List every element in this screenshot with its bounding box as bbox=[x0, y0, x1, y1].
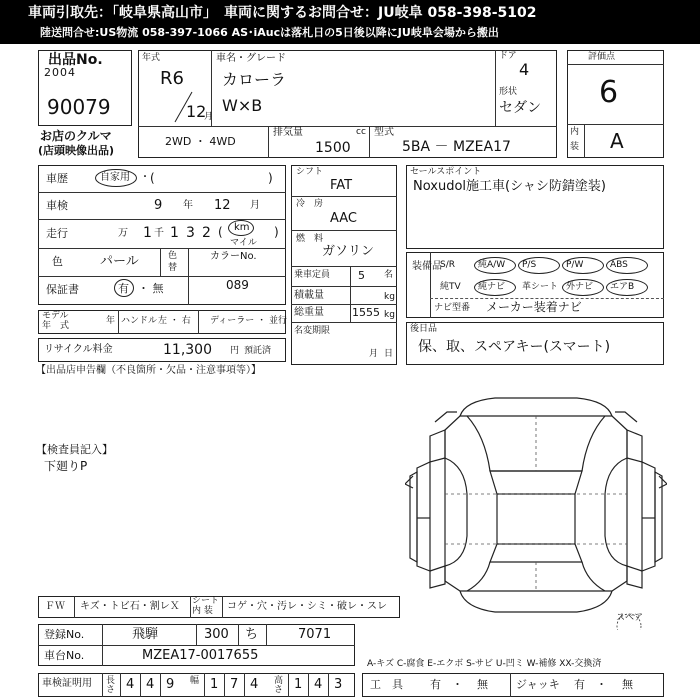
interior-label-1: 内 bbox=[570, 127, 580, 137]
inspection-label: 車検 bbox=[46, 199, 68, 212]
equipment-item: ABS bbox=[610, 260, 628, 270]
lot-number: 90079 bbox=[47, 95, 111, 119]
registration-label: 登録No. bbox=[44, 628, 85, 641]
fw-value: キズ・トビ石・割レＸ bbox=[80, 601, 180, 612]
mileage-d4: 2 bbox=[202, 225, 211, 241]
name-change-label: 名変期限 bbox=[294, 326, 331, 336]
weight-value: 1555 bbox=[352, 306, 380, 319]
score-label: 評価点 bbox=[588, 52, 616, 62]
interior-label-2: 装 bbox=[570, 142, 580, 152]
doors-label: ドア bbox=[499, 51, 517, 61]
tools-yes: 有 bbox=[430, 678, 441, 691]
color-value: パール bbox=[100, 254, 139, 269]
certificate-width-digit: 7 bbox=[230, 677, 239, 692]
damage-legend: A-キズ C-腐食 E-エクボ S-サビ U-凹ミ W-補修 XX-交換済 bbox=[367, 659, 602, 669]
jack-no: 無 bbox=[622, 678, 633, 691]
seller-notes-label: 【出品店申告欄（不良箇所・欠品・注意事項等）】 bbox=[36, 365, 261, 376]
jack-yes: 有 bbox=[574, 678, 585, 691]
name-label: 車名・グレード bbox=[216, 53, 286, 64]
equipment-item: エアB bbox=[610, 282, 635, 292]
car-name: カローラ bbox=[222, 70, 287, 89]
certificate-width-digit: 1 bbox=[210, 677, 219, 692]
jack-label: ジャッキ bbox=[516, 678, 560, 691]
sales-point-box bbox=[406, 165, 664, 249]
accessories-value: 保、取、スペアキー(スマート) bbox=[418, 339, 611, 355]
chassis-value: MZEA17-0017655 bbox=[142, 648, 259, 663]
doors-value: 4 bbox=[519, 60, 530, 79]
navi-label: ナビ型番 bbox=[434, 303, 471, 313]
registration-kana: ち bbox=[245, 627, 259, 642]
displacement-label: 排気量 bbox=[273, 127, 303, 138]
tools-label: 工 具 bbox=[370, 678, 403, 691]
displacement-value: 1500 bbox=[315, 140, 351, 156]
interior-value: A bbox=[610, 129, 624, 153]
certificate-height-digit: 4 bbox=[314, 677, 323, 692]
equipment-item: 外ナビ bbox=[566, 282, 594, 292]
spare-label: スペア bbox=[616, 613, 644, 623]
recycle-label: リサイクル料金 bbox=[44, 344, 113, 355]
shift-value: FAT bbox=[330, 178, 353, 193]
history-value: 自家用 bbox=[100, 172, 130, 183]
recycle-status: 預託済 bbox=[244, 346, 272, 356]
header-line-2: 陸送問合せ:US物流 058-397-1066 AS･iAucは落札日の5日後以降にJU岐阜会場から搬出 bbox=[40, 26, 499, 39]
mileage-d2: 1 bbox=[170, 225, 179, 241]
capacity-value: 5 bbox=[358, 269, 365, 282]
header-line-1: 車両引取先：「岐阜県高山市」 車両に関するお問合せ：JU岐阜 058-398-5102 bbox=[28, 5, 537, 21]
shift-label: シフト bbox=[296, 167, 324, 177]
equipment-item: P/S bbox=[522, 260, 537, 270]
equipment-item: 純TV bbox=[440, 282, 461, 292]
lot-label: 出品No. bbox=[48, 52, 103, 68]
history-label: 車歴 bbox=[46, 172, 68, 185]
mileage-label: 走行 bbox=[46, 227, 68, 240]
certificate-height-digit: 3 bbox=[334, 677, 343, 692]
mileage-mile: マイル bbox=[230, 238, 257, 248]
month-unit: 月 bbox=[204, 112, 214, 122]
sales-point-text: Noxudol施工車(シャシ防錆塗装) bbox=[413, 179, 606, 194]
equipment-item: 純ナビ bbox=[478, 282, 506, 292]
handle-value: 左 ・ 右 bbox=[158, 316, 191, 326]
inspection-year: 9 bbox=[154, 198, 163, 213]
warranty-label: 保証書 bbox=[46, 283, 79, 296]
aircon-label: 冷 房 bbox=[296, 199, 324, 209]
certificate-len-digit: 9 bbox=[166, 677, 175, 692]
equipment-item: P/W bbox=[566, 260, 584, 270]
tools-jack-box bbox=[362, 673, 664, 697]
body-value: セダン bbox=[499, 100, 542, 116]
warranty-no: ・ 無 bbox=[138, 282, 164, 295]
equipment-item: 革シート bbox=[522, 282, 559, 292]
month-value: 12 bbox=[186, 102, 207, 121]
cc-unit: cc bbox=[356, 127, 366, 137]
fuel-label: 燃 料 bbox=[296, 234, 324, 244]
equipment-item: 純A/W bbox=[478, 260, 506, 270]
warranty-yes: 有 bbox=[118, 282, 129, 295]
model-value: 5BA － MZEA17 bbox=[402, 139, 511, 155]
color-label: 色 bbox=[52, 255, 63, 268]
chassis-label: 車台No. bbox=[44, 649, 85, 662]
certificate-label: 車検証明用 bbox=[42, 678, 92, 689]
fw-label: ＦＷ bbox=[45, 601, 65, 612]
accessories-label: 後日品 bbox=[410, 324, 438, 334]
certificate-len-digit: 4 bbox=[126, 677, 135, 692]
year-value: R6 bbox=[160, 68, 184, 89]
capacity-label: 乗車定員 bbox=[294, 270, 331, 280]
car-damage-diagram bbox=[405, 376, 667, 630]
equipment-item: S/R bbox=[440, 260, 455, 270]
score-value: 6 bbox=[599, 75, 619, 110]
body-label: 形状 bbox=[499, 87, 518, 97]
mileage-km: km bbox=[234, 222, 250, 233]
shop-car-note: (店頭映像出品) bbox=[38, 144, 115, 157]
certificate-width-digit: 4 bbox=[250, 677, 259, 692]
certificate-width-label: 幅 bbox=[190, 676, 200, 686]
fuel-value: ガソリン bbox=[322, 244, 375, 259]
certificate-height-label: 高さ bbox=[274, 676, 284, 695]
registration-area: 飛騨 bbox=[132, 627, 159, 642]
aircon-value: AAC bbox=[330, 211, 357, 226]
certificate-len-label: 長さ bbox=[106, 676, 116, 695]
weight-label: 総重量 bbox=[294, 307, 324, 318]
sales-point-label: セールスポイント bbox=[410, 167, 482, 177]
header-bar bbox=[0, 0, 700, 44]
navi-value: メーカー装着ナビ bbox=[486, 300, 582, 314]
load-label: 積載量 bbox=[294, 290, 324, 301]
registration-number: 7071 bbox=[298, 627, 332, 642]
drive-type: 2WD ・ 4WD bbox=[165, 135, 236, 148]
certificate-len-digit: 4 bbox=[146, 677, 155, 692]
year-label: 年式 bbox=[142, 53, 161, 63]
tools-no: 無 bbox=[477, 678, 488, 691]
shop-car-label: お店のクルマ bbox=[40, 129, 112, 143]
registration-class: 300 bbox=[204, 627, 229, 642]
model-label: 型式 bbox=[374, 127, 394, 138]
color-code-label: カラーNo. bbox=[210, 251, 257, 262]
recycle-amount: 11,300 bbox=[163, 342, 212, 358]
mileage-d1: 1 bbox=[143, 225, 152, 241]
inspector-text: 下廻りP bbox=[44, 459, 88, 473]
seat-value: コゲ・穴・汚レ・シミ・破レ・スレ bbox=[227, 601, 387, 612]
inspection-month: 12 bbox=[214, 198, 231, 213]
car-grade: W×B bbox=[222, 96, 263, 115]
certificate-height-digit: 1 bbox=[294, 677, 303, 692]
color-code-value: 089 bbox=[226, 278, 249, 292]
mileage-d3: 3 bbox=[186, 225, 195, 241]
dealer-value: ディーラー ・ 並行 bbox=[210, 316, 288, 326]
inspector-label: 【検査員記入】 bbox=[36, 443, 113, 456]
lot-year-code: 2004 bbox=[44, 66, 76, 79]
